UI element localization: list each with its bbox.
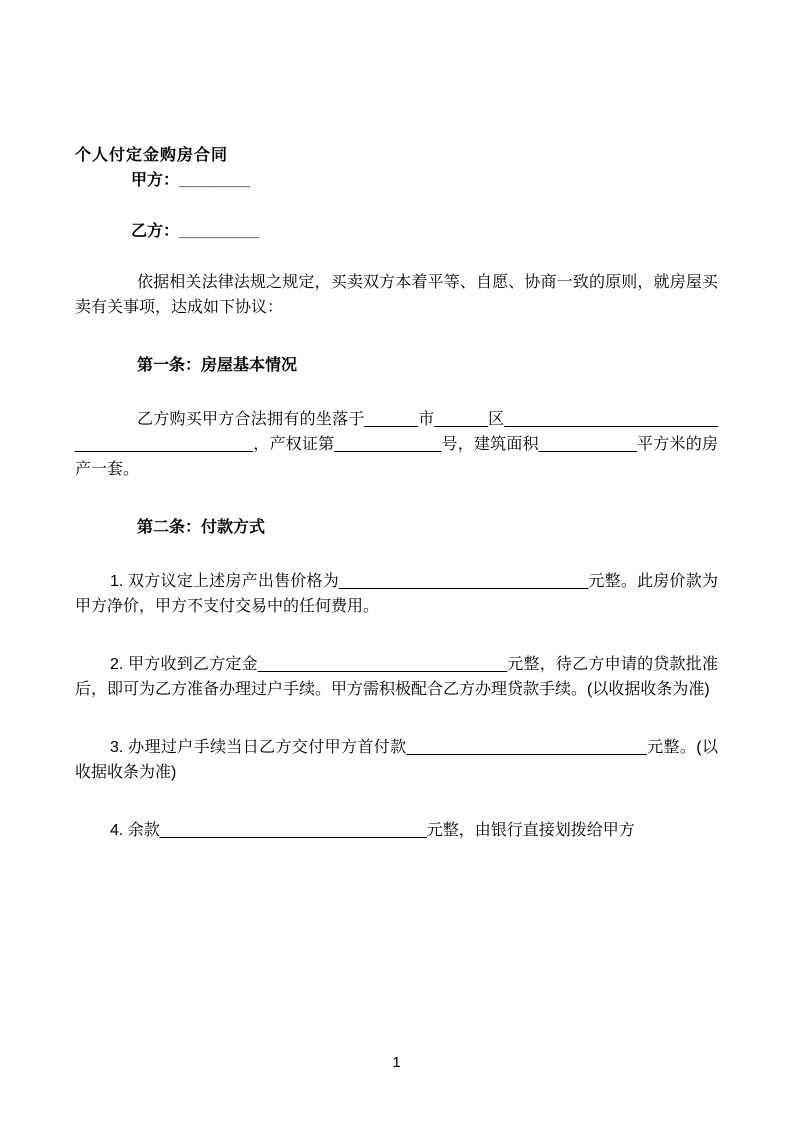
section-1-heading: 第一条：房屋基本情况: [137, 357, 298, 374]
payment-item-2: 2. 甲方收到乙方定金____________________________元整，待乙方申请的贷款批准后，即可为乙方准备办理过户手续。甲方需积极配合乙方办理贷款手续。(以收据收条为准): [75, 656, 718, 698]
party-b-line: [75, 219, 718, 244]
preamble-paragraph: 依据相关法律法规之规定，买卖双方本着平等、自愿、协商一致的原则，就房屋买卖有关事项，达成如下协议：: [75, 274, 718, 316]
party-a-line: [75, 168, 718, 193]
payment-item-4: 4. 余款______________________________元整，由银行直接划拨给甲方: [110, 822, 635, 839]
party-b-blank: _________: [179, 223, 260, 240]
party-b-label: 乙方：: [131, 223, 180, 240]
page-number: 1: [392, 1054, 401, 1071]
payment-item-1: 1. 双方议定上述房产出售价格为____________________________元整。此房价款为甲方净价，甲方不支付交易中的任何费用。: [75, 573, 718, 615]
party-a-label: 甲方：: [131, 172, 180, 189]
section-1-paragraph: 乙方购买甲方合法拥有的坐落于______市______区____________________________________________，产权证第____________号，建筑面积___________平方米的房产一套。: [75, 411, 718, 478]
section-2-heading: 第二条：付款方式: [137, 519, 266, 536]
document-title: 个人付定金购房合同: [75, 147, 229, 164]
party-a-blank: ________: [179, 172, 251, 189]
document-body: [75, 143, 718, 876]
payment-item-3: 3. 办理过户手续当日乙方交付甲方首付款___________________________元整。(以收据收条为准): [75, 739, 718, 781]
